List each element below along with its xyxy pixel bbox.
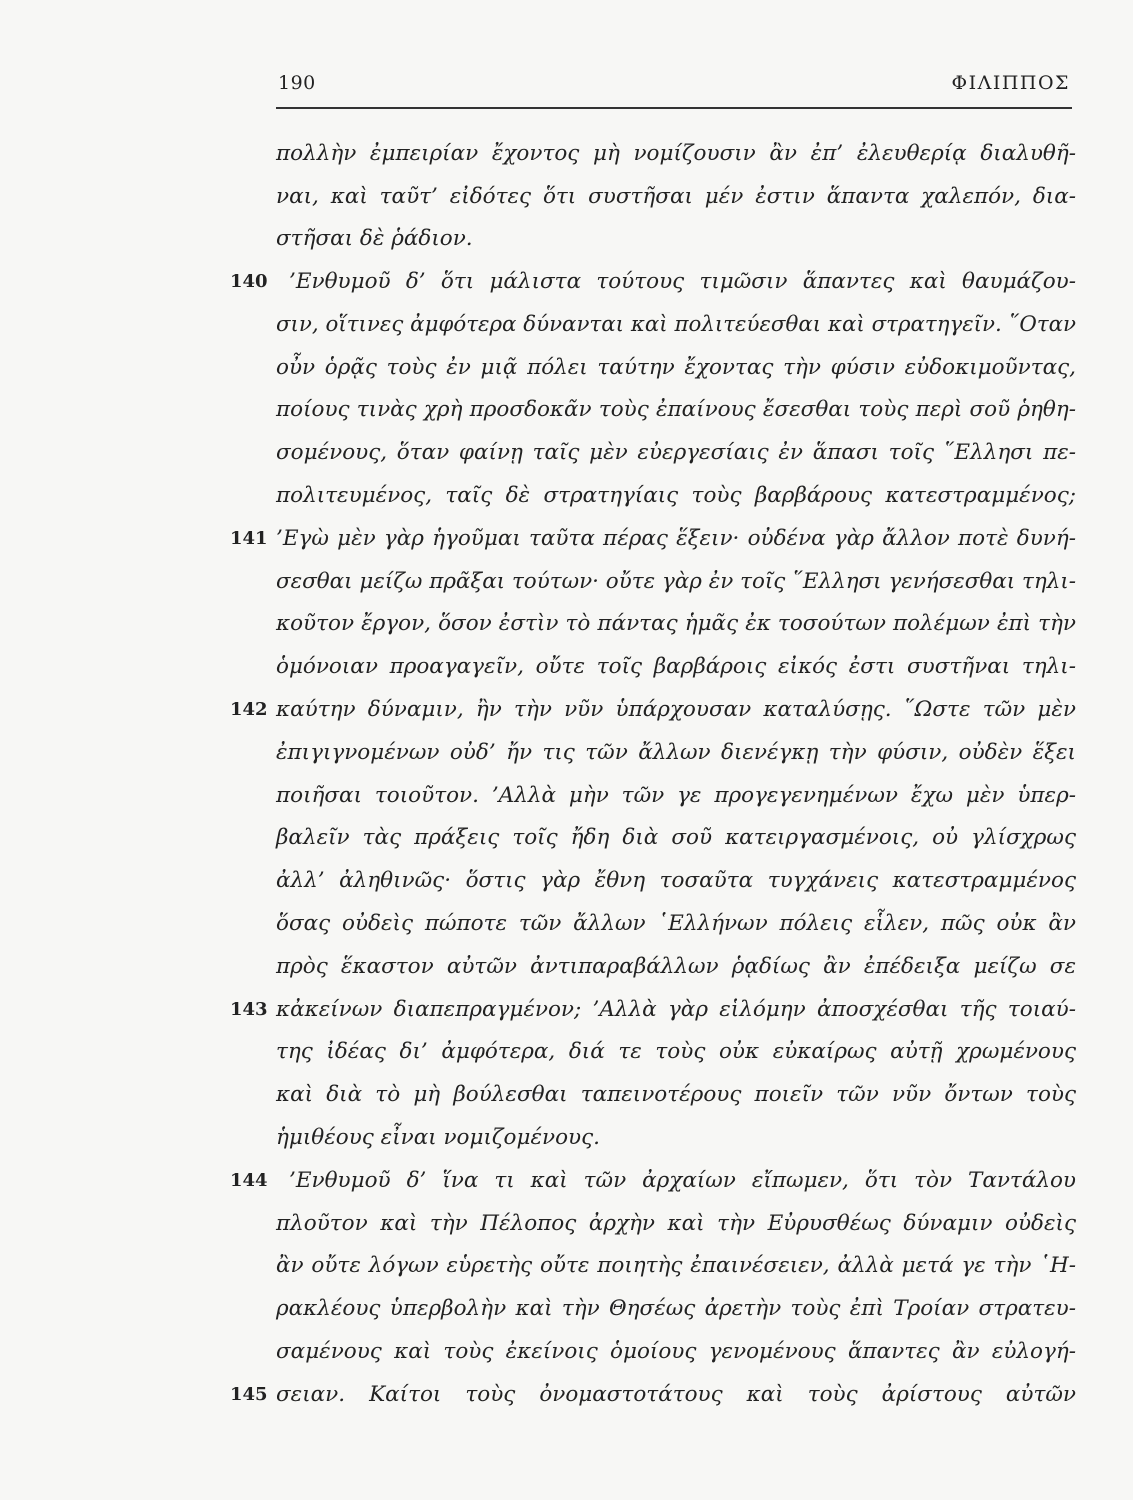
text-line: ἐπιγιγνομένων οὐδ’ ἤν τις τῶν ἄλλων διενέγκῃ τὴν φύσιν, οὐδὲν ἕξει [276, 740, 1076, 765]
page-header [278, 72, 1070, 106]
text-line: ναι, καὶ ταῦτ’ εἰδότες ὅτι συστῆσαι μέν ἐστιν ἅπαντα χαλεπόν, δια- [276, 184, 1076, 209]
margin-section-number: 140 [230, 271, 268, 292]
text-line: σειαν. Καίτοι τοὺς ὀνομαστοτάτους καὶ τοὺς ἀρίστους αὐτῶν [276, 1382, 1076, 1407]
text-line: πολλὴν ἐμπειρίαν ἔχοντος μὴ νομίζουσιν ἂν ἐπ’ ἐλευθερίᾳ διαλυθῆ- [276, 141, 1076, 166]
text-line: ’Ενθυμοῦ δ’ ἵνα τι καὶ τῶν ἀρχαίων εἴπωμεν, ὅτι τὸν Ταντάλου [289, 1168, 1076, 1193]
text-line: ὁμόνοιαν προαγαγεῖν, οὔτε τοῖς βαρβάροις εἰκός ἐστι συστῆναι τηλι- [276, 654, 1076, 679]
margin-section-number: 145 [230, 1384, 268, 1405]
text-line: ’Ενθυμοῦ δ’ ὅτι μάλιστα τούτους τιμῶσιν ἅπαντες καὶ θαυμάζου- [289, 269, 1076, 294]
text-line: ἂν οὔτε λόγων εὑρετὴς οὔτε ποιητὴς ἐπαινέσειεν, ἀλλὰ μετά γε τὴν ῾Η- [276, 1253, 1076, 1278]
text-line: πολιτευμένος, ταῖς δὲ στρατηγίαις τοὺς βαρβάρους κατεστραμμένος; [276, 483, 1076, 508]
text-line: οὖν ὁρᾷς τοὺς ἐν μιᾷ πόλει ταύτην ἔχοντας τὴν φύσιν εὐδοκιμοῦντας, [276, 355, 1076, 380]
margin-section-number: 144 [230, 1170, 268, 1191]
text-line: σομένους, ὅταν φαίνῃ ταῖς μὲν εὐεργεσίαις ἐν ἅπασι τοῖς ῞Ελλησι πε- [276, 440, 1076, 465]
text-line: σιν, οἵτινες ἀμφότερα δύνανται καὶ πολιτεύεσθαι καὶ στρατηγεῖν. ῞Οταν [276, 312, 1076, 337]
text-line: πλοῦτον καὶ τὴν Πέλοπος ἀρχὴν καὶ τὴν Εὐρυσθέως δύναμιν οὐδεὶς [276, 1211, 1076, 1236]
text-line: ρακλέους ὑπερβολὴν καὶ τὴν Θησέως ἀρετὴν τοὺς ἐπὶ Τροίαν στρατευ- [276, 1296, 1076, 1321]
running-title: ΦΙΛΙΠΠΟΣ [951, 72, 1070, 94]
text-line: καὶ διὰ τὸ μὴ βούλεσθαι ταπεινοτέρους ποιεῖν τῶν νῦν ὄντων τοὺς [276, 1082, 1076, 1107]
text-line: σαμένους καὶ τοὺς ἐκείνοις ὁμοίους γενομένους ἅπαντες ἂν εὐλογή- [276, 1339, 1076, 1364]
header-rule [276, 107, 1072, 109]
text-line: ποιῆσαι τοιοῦτον. ’Αλλὰ μὴν τῶν γε προγεγενημένων ἔχω μὲν ὑπερ- [276, 783, 1076, 808]
text-line: στῆσαι δὲ ῥάδιον. [276, 226, 473, 251]
text-line: ποίους τινὰς χρὴ προσδοκᾶν τοὺς ἐπαίνους ἔσεσθαι τοὺς περὶ σοῦ ῥηθη- [276, 397, 1076, 422]
margin-section-number: 141 [230, 528, 268, 549]
text-line: της ἰδέας δι’ ἀμφότερα, διά τε τοὺς οὐκ εὐκαίρως αὐτῇ χρωμένους [276, 1039, 1076, 1064]
text-line: ἀλλ’ ἀληθινῶς· ὅστις γὰρ ἔθνη τοσαῦτα τυγχάνεις κατεστραμμένος [276, 868, 1076, 893]
text-line: καύτην δύναμιν, ἢν τὴν νῦν ὑπάρχουσαν καταλύσῃς. ῞Ωστε τῶν μὲν [276, 697, 1076, 722]
text-line: ὅσας οὐδεὶς πώποτε τῶν ἄλλων ῾Ελλήνων πόλεις εἷλεν, πῶς οὐκ ἂν [276, 911, 1076, 936]
page-number: 190 [278, 72, 316, 94]
text-line: κἀκείνων διαπεπραγμένον; ’Αλλὰ γὰρ εἱλόμην ἀποσχέσθαι τῆς τοιαύ- [276, 997, 1076, 1022]
text-line: σεσθαι μείζω πρᾶξαι τούτων· οὔτε γὰρ ἐν τοῖς ῞Ελλησι γενήσεσθαι τηλι- [276, 569, 1076, 594]
text-line: βαλεῖν τὰς πράξεις τοῖς ἤδη διὰ σοῦ κατειργασμένοις, οὐ γλίσχρως [276, 825, 1076, 850]
text-line: πρὸς ἕκαστον αὐτῶν ἀντιπαραβάλλων ῥᾳδίως ἂν ἐπέδειξα μείζω σε [276, 954, 1076, 979]
margin-section-number: 142 [230, 699, 268, 720]
text-line: ’Εγὼ μὲν γὰρ ἡγοῦμαι ταῦτα πέρας ἕξειν· οὐδένα γὰρ ἄλλον ποτὲ δυνή- [276, 526, 1076, 551]
text-line: ἡμιθέους εἶναι νομιζομένους. [276, 1125, 600, 1150]
text-line: κοῦτον ἔργον, ὅσον ἐστὶν τὸ πάντας ἡμᾶς ἐκ τοσούτων πολέμων ἐπὶ τὴν [276, 611, 1076, 636]
margin-section-number: 143 [230, 999, 268, 1020]
